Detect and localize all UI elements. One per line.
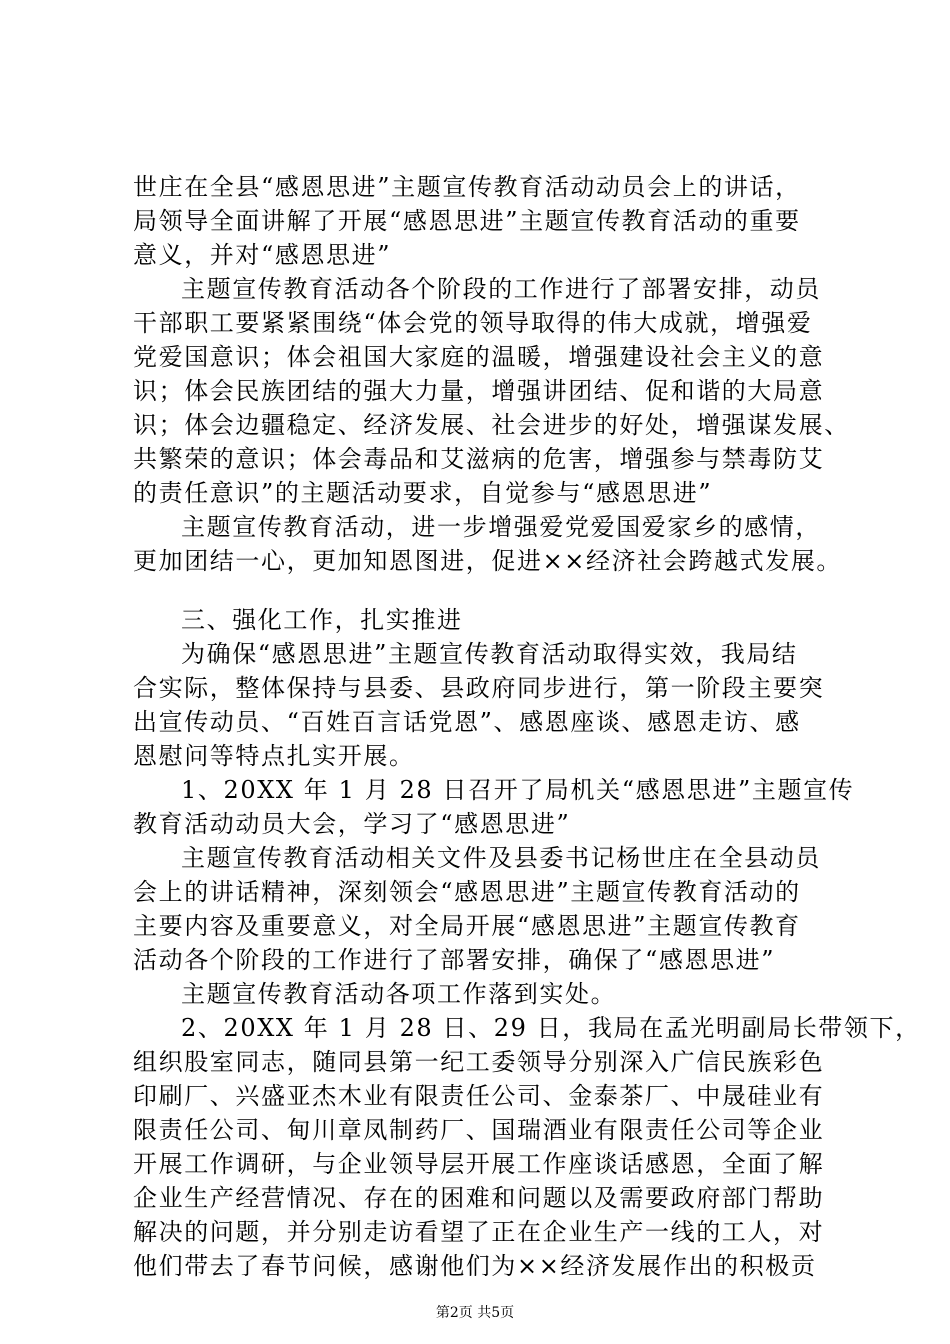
- body-line: 恩慰问等特点扎实开展。: [133, 742, 415, 770]
- body-line: 印刷厂、兴盛亚杰木业有限责任公司、金泰茶厂、中晟硅业有: [133, 1082, 825, 1110]
- body-line: 识；体会边疆稳定、经济发展、社会进步的好处，增强谋发展、: [133, 411, 850, 439]
- body-line: 更加团结一心，更加知恩图进，促进××经济社会跨越式发展。: [133, 547, 843, 575]
- body-line: 为确保“感恩思进”主题宣传教育活动取得实效，我局结: [181, 640, 798, 668]
- body-line: 主题宣传教育活动相关文件及县委书记杨世庄在全县动员: [181, 844, 821, 872]
- body-line: 共繁荣的意识；体会毒品和艾滋病的危害，增强参与禁毒防艾: [133, 445, 825, 473]
- body-line: 意义，并对“感恩思进”: [133, 241, 392, 269]
- body-line: 会上的讲话精神，深刻领会“感恩思进”主题宣传教育活动的: [133, 878, 801, 906]
- body-line: 识；体会民族团结的强大力量，增强讲团结、促和谐的大局意: [133, 377, 825, 405]
- body-line: 限责任公司、甸川章凤制药厂、国瑞酒业有限责任公司等企业: [133, 1116, 825, 1144]
- body-line: 2、20XX 年 1 月 28 日、29 日，我局在孟光明副局长带领下，: [181, 1014, 921, 1042]
- body-line: 合实际，整体保持与县委、县政府同步进行，第一阶段主要突: [133, 674, 825, 702]
- body-line: 教育活动动员大会，学习了“感恩思进”: [133, 810, 571, 838]
- body-line: 1、20XX 年 1 月 28 日召开了局机关“感恩思进”主题宣传: [181, 776, 855, 804]
- section-heading: 三、强化工作，扎实推进: [181, 606, 463, 634]
- body-line: 企业生产经营情况、存在的困难和问题以及需要政府部门帮助: [133, 1184, 825, 1212]
- body-line: 世庄在全县“感恩思进”主题宣传教育活动动员会上的讲话，: [133, 173, 801, 201]
- body-line: 主题宣传教育活动，进一步增强爱党爱国爱家乡的感情，: [181, 513, 821, 541]
- body-line: 的责任意识”的主题活动要求，自觉参与“感恩思进”: [133, 479, 713, 507]
- body-line: 解决的问题，并分别走访看望了正在企业生产一线的工人，对: [133, 1218, 825, 1246]
- body-line: 出宣传动员、“百姓百言话党恩”、感恩座谈、感恩走访、感: [133, 708, 801, 736]
- body-line: 干部职工要紧紧围绕“体会党的领导取得的伟大成就，增强爱: [133, 309, 813, 337]
- body-line: 主题宣传教育活动各个阶段的工作进行了部署安排，动员: [181, 275, 821, 303]
- page-footer: 第2页 共5页: [435, 1305, 515, 1321]
- body-line: 组织股室同志，随同县第一纪工委领导分别深入广信民族彩色: [133, 1048, 825, 1076]
- body-line: 他们带去了春节问候，感谢他们为××经济发展作出的积极贡: [133, 1252, 817, 1280]
- body-line: 党爱国意识；体会祖国大家庭的温暖，增强建设社会主义的意: [133, 343, 825, 371]
- body-line: 局领导全面讲解了开展“感恩思进”主题宣传教育活动的重要: [133, 207, 801, 235]
- body-line: 开展工作调研，与企业领导层开展工作座谈话感恩，全面了解: [133, 1150, 825, 1178]
- body-line: 活动各个阶段的工作进行了部署安排，确保了“感恩思进”: [133, 946, 776, 974]
- body-line: 主题宣传教育活动各项工作落到实处。: [181, 980, 617, 1008]
- body-line: 主要内容及重要意义，对全局开展“感恩思进”主题宣传教育: [133, 912, 801, 940]
